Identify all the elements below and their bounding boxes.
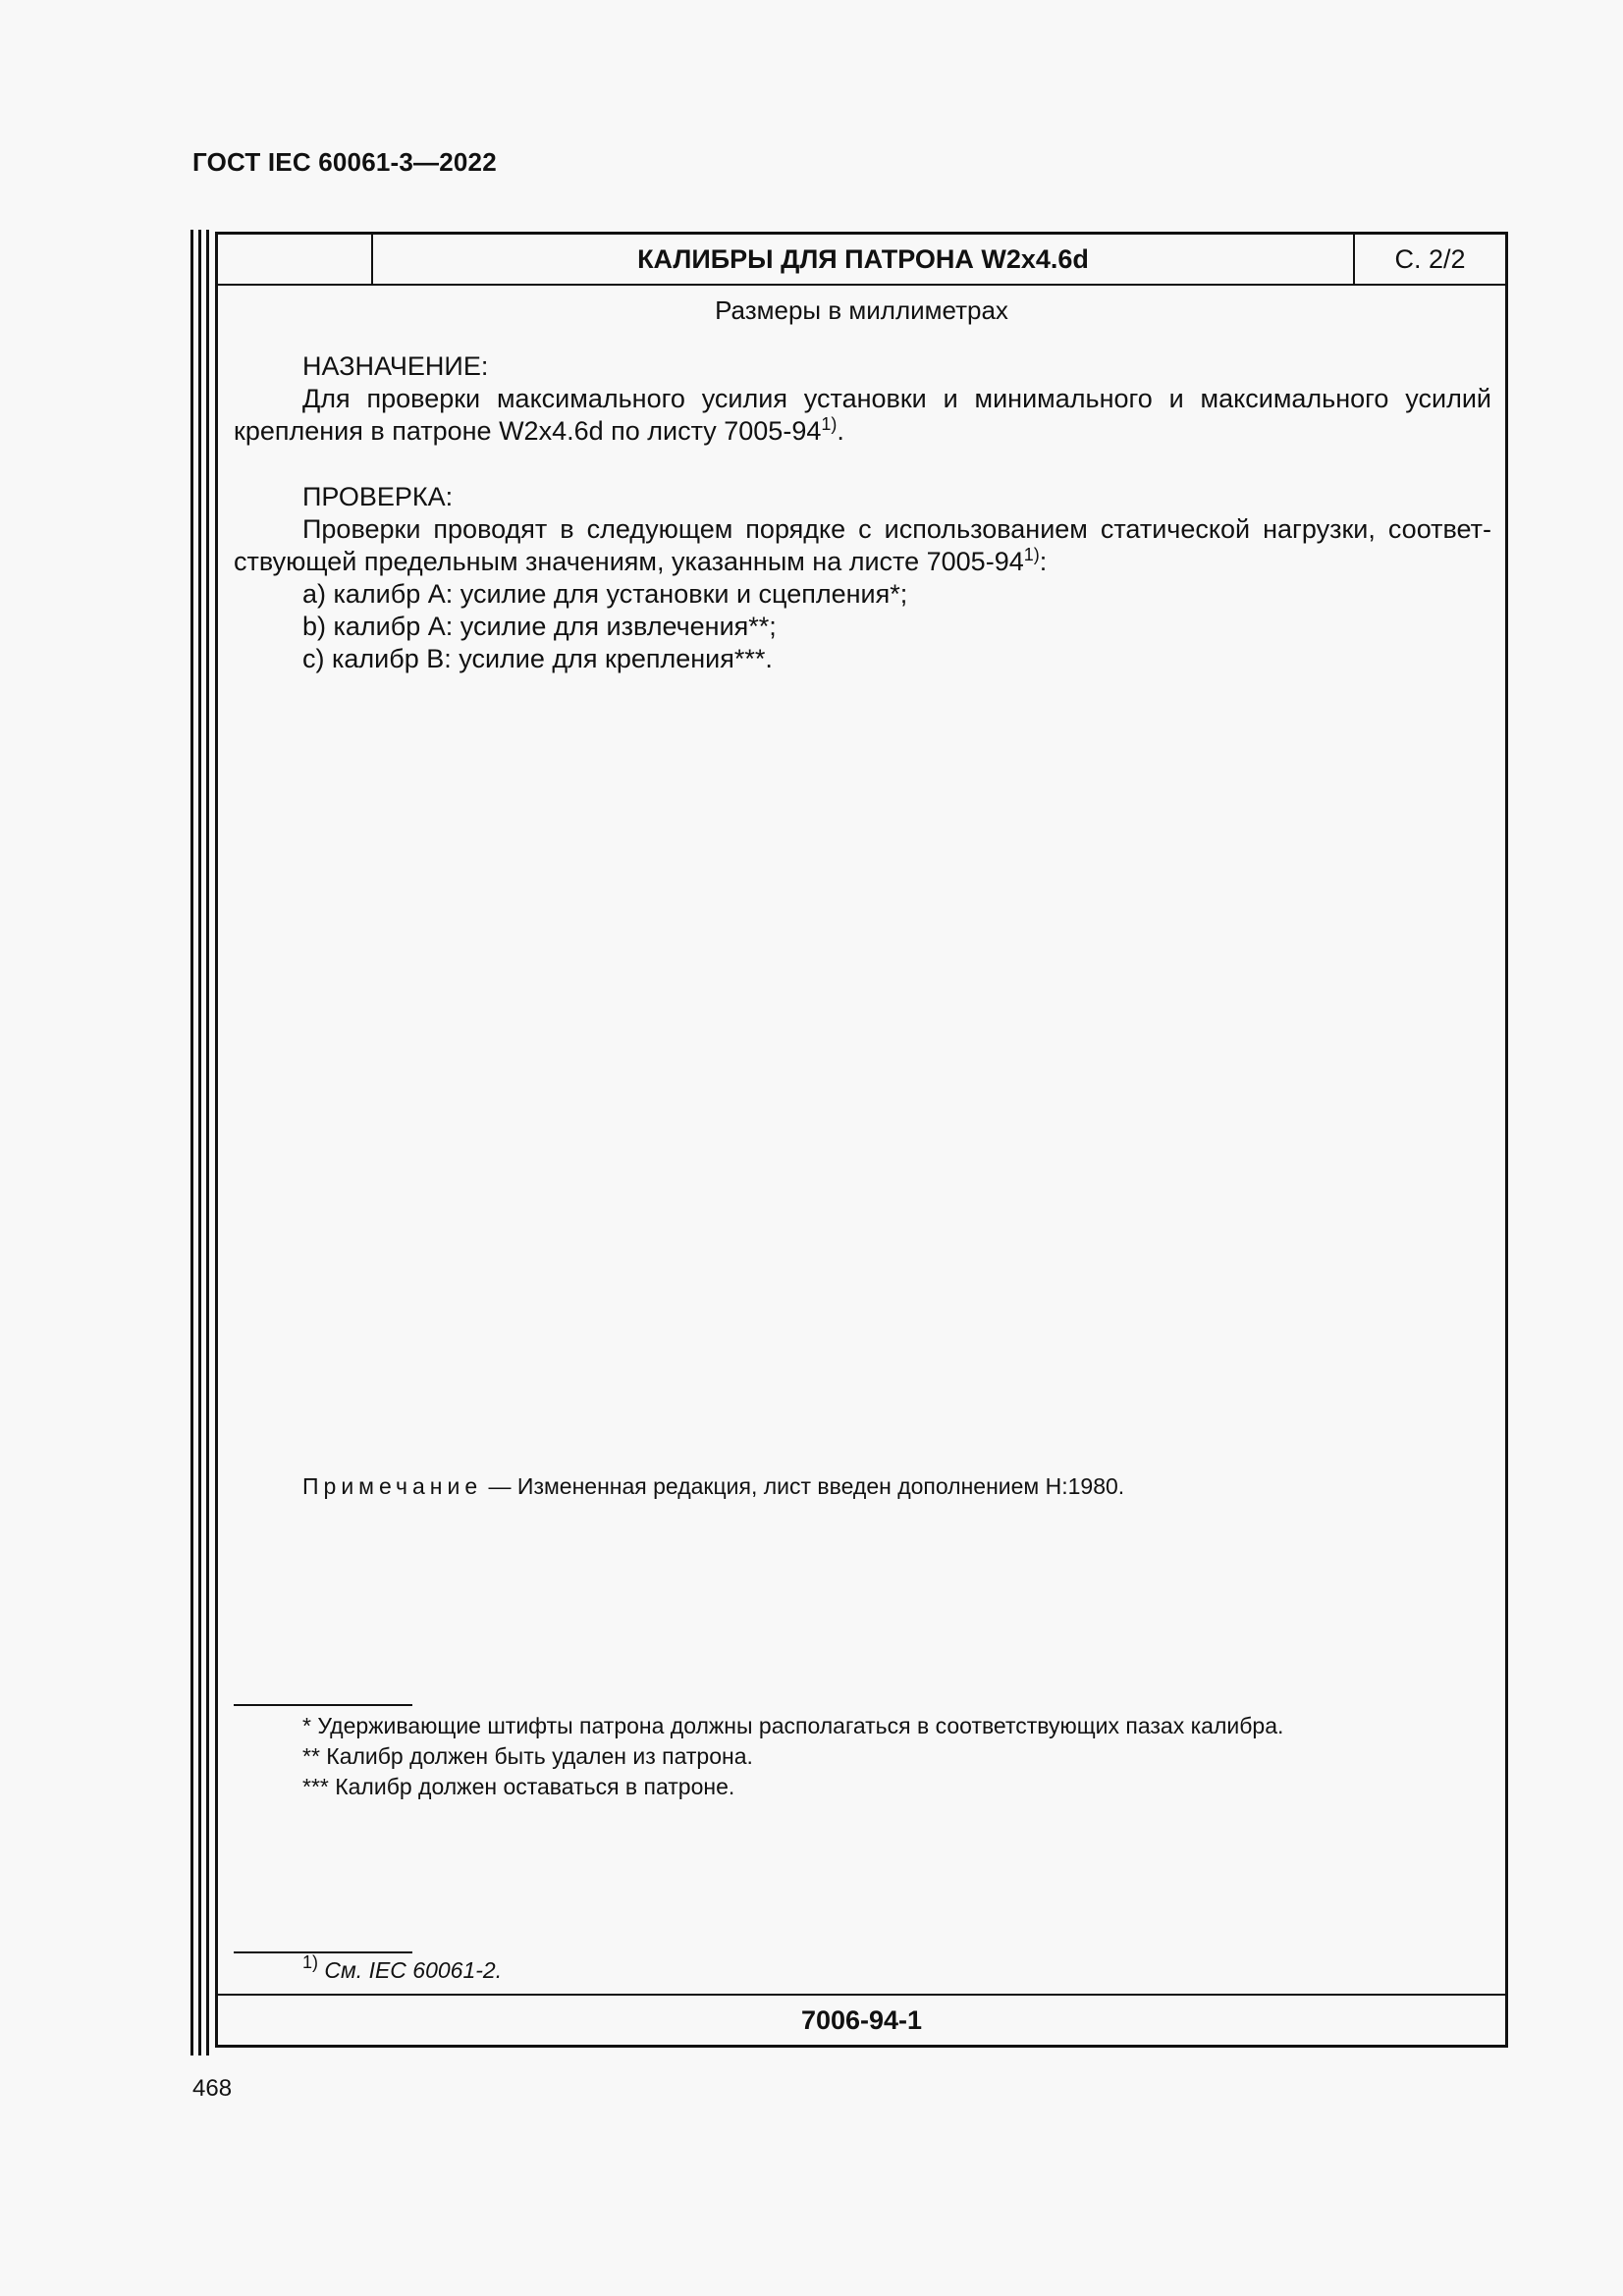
list-item: b) калибр А: усилие для извлечения**; <box>302 612 777 641</box>
binding-margin-line <box>198 230 201 2056</box>
list-item: c) калибр B: усилие для крепления***. <box>302 644 773 673</box>
purpose-text-body: Для проверки максимального усилия установки и минимального и максимального усилий крепления в патроне W2x4.6d по листу 7005-94 <box>234 384 1491 446</box>
sheet-title: КАЛИБРЫ ДЛЯ ПАТРОНА W2x4.6d <box>373 235 1355 284</box>
sheet-number: 7006-94-1 <box>218 1994 1505 2045</box>
sheet-page-indicator: С. 2/2 <box>1394 244 1466 274</box>
ref-footnote <box>302 1952 503 1984</box>
footnote-divider <box>234 1704 412 1706</box>
purpose-text <box>234 383 1491 448</box>
ref-footnote-text: См. IEC 60061-2. <box>324 1957 503 1983</box>
footnote: ** Калибр должен быть удален из патрона. <box>302 1743 753 1769</box>
binding-margin-line <box>190 230 193 2056</box>
list-item: a) калибр А: усилие для установки и сцепления*; <box>302 579 908 609</box>
sheet-title-row <box>218 235 1505 286</box>
sheet-frame <box>215 232 1508 2048</box>
note <box>302 1473 1124 1500</box>
dimensions-note: Размеры в миллиметрах <box>715 295 1008 325</box>
binding-margin-line <box>206 230 209 2056</box>
purpose-section <box>234 350 1491 448</box>
check-heading: ПРОВЕРКА: <box>302 482 454 511</box>
check-section <box>234 481 1491 675</box>
title-cell-empty <box>218 235 373 284</box>
purpose-heading: НАЗНАЧЕНИЕ: <box>302 351 489 381</box>
page-number: 468 <box>192 2075 233 2102</box>
check-text <box>234 513 1491 578</box>
document-header: ГОСТ IEC 60061-3—2022 <box>192 147 497 177</box>
note-label: Примечание <box>302 1473 483 1499</box>
footnote: *** Калибр должен оставаться в патроне. <box>302 1774 735 1799</box>
check-text-body: Проверки проводят в следующем порядке с использованием статической нагрузки, соответ-ствующей предельным значениям, указанным на листе 7005-94 <box>234 514 1491 576</box>
ref-footnote-mark: 1) <box>302 1952 319 1972</box>
note-text: — Измененная редакция, лист введен дополнением Н:1980. <box>482 1473 1125 1499</box>
footnotes <box>302 1711 1283 1802</box>
footnote: * Удерживающие штифты патрона должны располагаться в соответствующих пазах калибра. <box>302 1713 1284 1738</box>
footnote-ref: 1) <box>821 414 838 434</box>
footnote-ref: 1) <box>1023 545 1040 564</box>
purpose-text-end: . <box>837 416 844 446</box>
ref-footnote-divider <box>234 1951 412 1953</box>
check-text-end: : <box>1039 547 1048 576</box>
